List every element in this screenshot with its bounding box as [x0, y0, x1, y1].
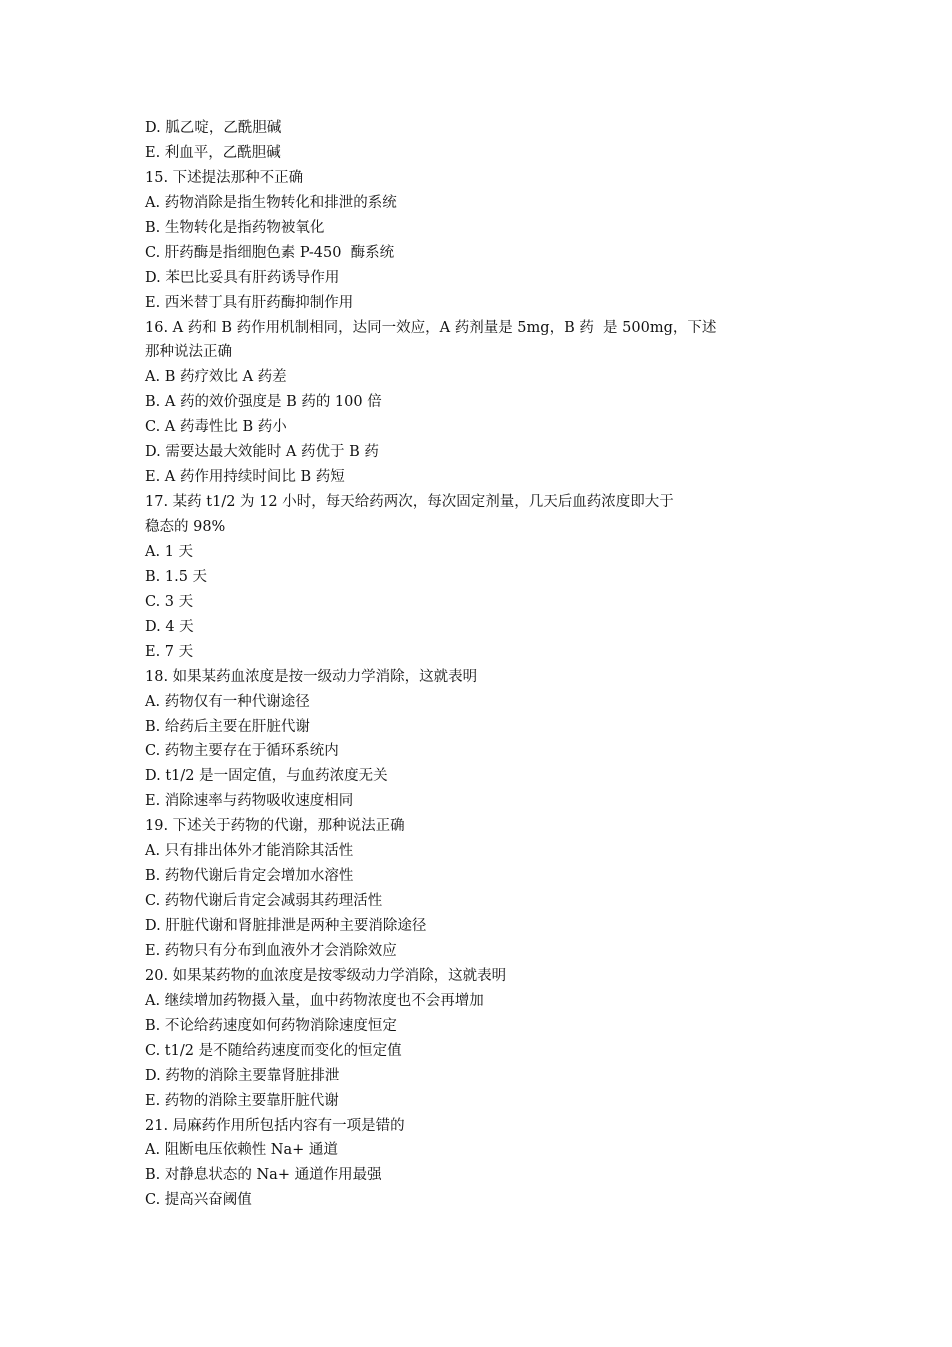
question-text-block	[145, 116, 745, 1213]
text-line: C. A 药毒性比 B 药小	[145, 419, 287, 436]
text-line: C. t1/2 是不随给药速度而变化的恒定值	[145, 1042, 402, 1059]
text-line: E. 药物的消除主要靠肝脏代谢	[145, 1092, 339, 1109]
text-line: B. 1.5 天	[145, 568, 208, 585]
text-line: B. 给药后主要在肝脏代谢	[145, 718, 310, 735]
text-line: E. 利血平，乙酰胆碱	[145, 144, 281, 161]
text-line: B. A 药的效价强度是 B 药的 100 倍	[145, 394, 382, 411]
text-line: D. t1/2 是一固定值，与血药浓度无关	[145, 768, 388, 785]
text-line: C. 药物代谢后肯定会减弱其药理活性	[145, 893, 383, 910]
text-line: B. 对静息状态的 Na+ 通道作用最强	[145, 1167, 382, 1184]
text-line: 那种说法正确	[145, 344, 232, 361]
text-line: D. 药物的消除主要靠肾脏排泄	[145, 1067, 340, 1084]
text-line: 18. 如果某药血浓度是按一级动力学消除，这就表明	[145, 668, 478, 685]
text-line: D. 4 天	[145, 618, 194, 635]
text-line: E. 西米替丁具有肝药酶抑制作用	[145, 294, 354, 311]
text-line: D. 肝脏代谢和肾脏排泄是两种主要消除途径	[145, 918, 427, 934]
text-line: E. 消除速率与药物吸收速度相同	[145, 793, 354, 810]
text-line: C. 肝药酶是指细胞色素 P-450 酶系统	[145, 244, 395, 261]
text-line: 16. A 药和 B 药作用机制相同，达同一效应，A 药剂量是 5mg，B 药 是 500mg，下述	[145, 319, 717, 336]
text-line: C. 3 天	[145, 593, 194, 610]
text-line: D. 苯巴比妥具有肝药诱导作用	[145, 269, 340, 286]
text-line: B. 不论给药速度如何药物消除速度恒定	[145, 1017, 397, 1034]
text-line: A. 药物消除是指生物转化和排泄的系统	[145, 194, 397, 211]
text-line: 21. 局麻药作用所包括内容有一项是错的	[145, 1117, 405, 1134]
text-line: C. 药物主要存在于循环系统内	[145, 743, 339, 760]
text-line: A. 继续增加药物摄入量，血中药物浓度也不会再增加	[145, 992, 484, 1009]
text-line: B. 药物代谢后肯定会增加水溶性	[145, 868, 354, 885]
text-line: A. 阻断电压依赖性 Na+ 通道	[145, 1142, 338, 1159]
text-line: 15. 下述提法那种不正确	[145, 169, 304, 186]
text-line: D. 需要达最大效能时 A 药优于 B 药	[145, 444, 379, 461]
text-line: A. 1 天	[145, 543, 194, 560]
text-line: A. 只有排出体外才能消除其活性	[145, 843, 354, 860]
text-line: E. 药物只有分布到血液外才会消除效应	[145, 942, 397, 959]
text-line: 19. 下述关于药物的代谢，那种说法正确	[145, 818, 405, 835]
text-line: A. B 药疗效比 A 药差	[145, 369, 287, 386]
text-line: C. 提高兴奋阈值	[145, 1192, 252, 1209]
text-line: D. 胍乙啶，乙酰胆碱	[145, 120, 282, 136]
text-line: B. 生物转化是指药物被氧化	[145, 219, 325, 236]
text-line: 稳态的 98%	[145, 519, 226, 535]
text-line: A. 药物仅有一种代谢途径	[145, 693, 310, 710]
text-line: 20. 如果某药物的血浓度是按零级动力学消除，这就表明	[145, 967, 507, 984]
text-line: E. 7 天	[145, 643, 194, 660]
text-line: 17. 某药 t1/2 为 12 小时，每天给药两次，每次固定剂量，几天后血药浓度即大于	[145, 494, 674, 511]
text-line: E. A 药作用持续时间比 B 药短	[145, 469, 345, 486]
